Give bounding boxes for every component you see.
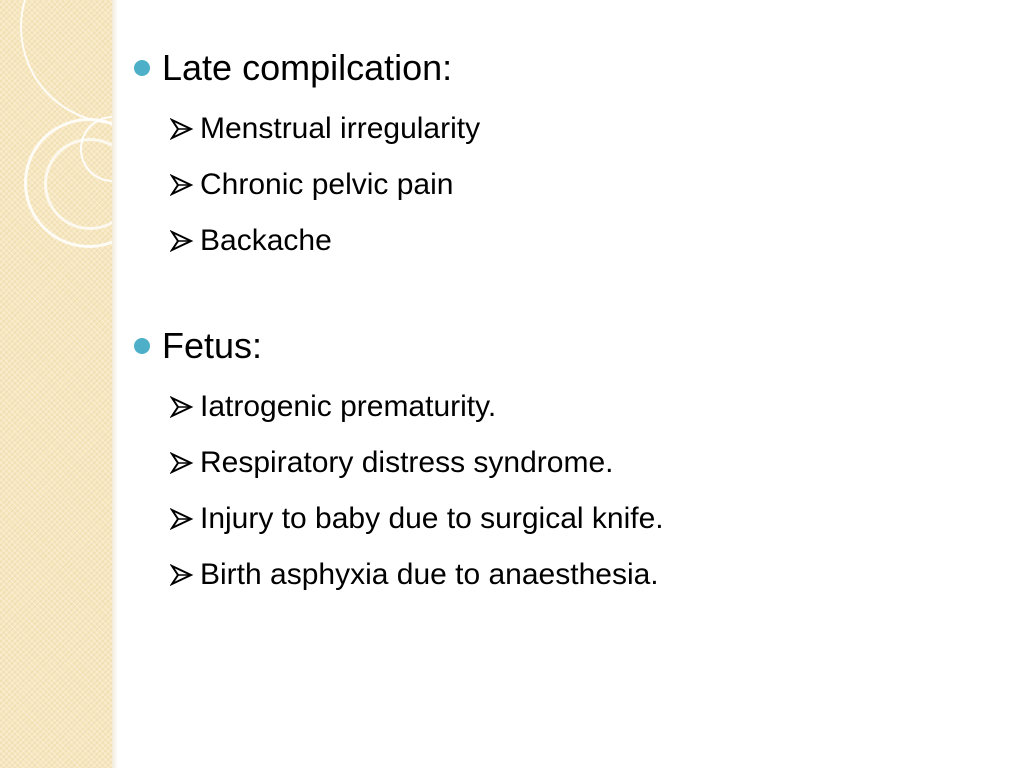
fetus-section [134, 322, 994, 603]
list-item-text: Menstrual irregularity [200, 112, 481, 145]
arrow-bullet-icon [170, 451, 200, 475]
filled-circle-bullet-icon [134, 60, 150, 76]
list-item [170, 547, 994, 603]
fetus-heading-text: Fetus: [162, 325, 263, 366]
list-item-text: Respiratory distress syndrome. [200, 446, 614, 479]
list-item-text: Iatrogenic prematurity. [200, 390, 497, 423]
list-item-text: Chronic pelvic pain [200, 168, 454, 201]
list-item [170, 157, 994, 213]
list-item-text: Backache [200, 224, 332, 257]
arrow-bullet-icon [170, 395, 200, 419]
late-complication-heading [134, 44, 994, 92]
side-panel-edge [112, 0, 118, 768]
list-item [170, 491, 994, 547]
list-item-text: Injury to baby due to surgical knife. [200, 502, 664, 535]
late-complication-list [134, 101, 994, 269]
arrow-bullet-icon [170, 507, 200, 531]
decorative-ring-large [20, 0, 112, 124]
arrow-bullet-icon [170, 563, 200, 587]
list-item [170, 213, 994, 269]
filled-circle-bullet-icon [134, 338, 150, 354]
decorative-side-panel [0, 0, 112, 768]
arrow-bullet-icon [170, 229, 200, 253]
arrow-bullet-icon [170, 117, 200, 141]
list-item-text: Birth asphyxia due to anaesthesia. [200, 558, 659, 591]
late-complication-heading-text: Late compilcation: [162, 47, 453, 88]
late-complication-section [134, 44, 994, 269]
list-item [170, 379, 994, 435]
arrow-bullet-icon [170, 173, 200, 197]
list-item [170, 101, 994, 157]
slide-content [134, 44, 994, 603]
fetus-list [134, 379, 994, 603]
fetus-heading [134, 322, 994, 370]
list-item [170, 435, 994, 491]
